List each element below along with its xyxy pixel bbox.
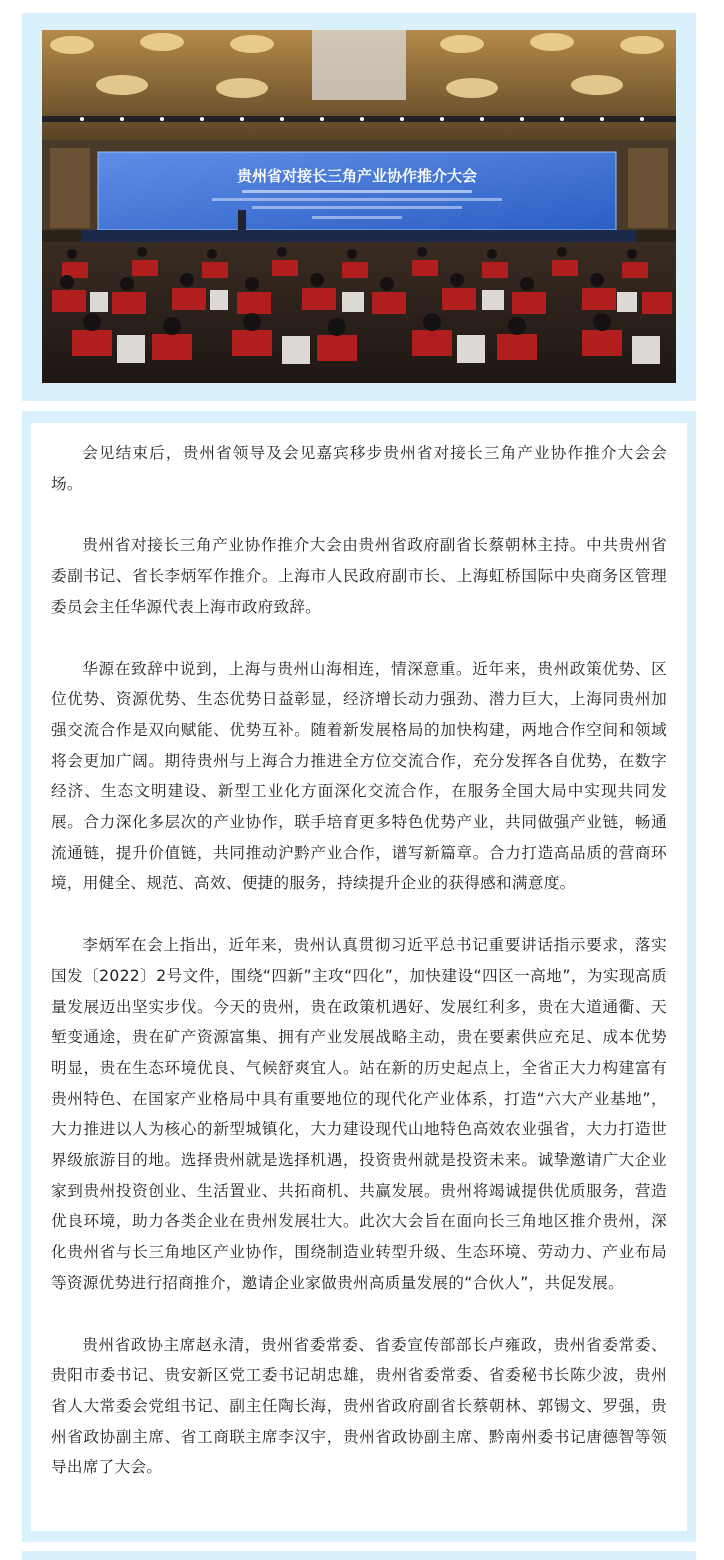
article-paragraph: 贵州省对接长三角产业协作推介大会由贵州省政府副省长蔡朝林主持。中共贵州省委副书记、省长李炳军作推介。上海市人民政府副市长、上海虹桥国际中央商务区管理委员会主任华源代表上海市政府致辞。 (51, 536, 667, 616)
article-paragraph: 会见结束后，贵州省领导及会见嘉宾移步贵州省对接长三角产业协作推介大会会场。 (51, 444, 667, 493)
article-body (31, 423, 687, 1531)
article-paragraph: 李炳军在会上指出，近年来，贵州认真贯彻习近平总书记重要讲话指示要求，落实国发〔2022〕2号文件，围绕“四新”主攻“四化”，加快建设“四区一高地”，为实现高质量发展迈出坚实步伐。今天的贵州，贵在政策机遇好、发展红利多，贵在大道通衢、天堑变通途，贵在矿产资源富集、拥有产业发展战略主动，贵在要素供应充足、成本优势明显，贵在生态环境优良、气候舒爽宜人。站在新的历史起点上，全省正大力构建富有贵州特色、在国家产业格局中具有重要地位的现代化产业体系，打造“六大产业基地”，大力推进以人为核心的新型城镇化，大力建设现代山地特色高效农业强省，大力打造世界级旅游目的地。选择贵州就是选择机遇，投资贵州就是投资未来。诚挚邀请广大企业家到贵州投资创业、生活置业、共拓商机、共赢发展。贵州将竭诚提供优质服务，营造优良环境，助力各类企业在贵州发展壮大。此次大会旨在面向长三角地区推介贵州，深化贵州省与长三角地区产业协作，围绕制造业转型升级、生态环境、劳动力、产业布局等资源优势进行招商推介，邀请企业家做贵州高质量发展的“合伙人”，共促发展。 (51, 936, 667, 1292)
article-paragraph: 贵州省政协主席赵永清，贵州省委常委、省委宣传部部长卢雍政，贵州省委常委、贵阳市委书记、贵安新区党工委书记胡忠雄，贵州省委常委、省委秘书长陈少波，贵州省人大常委会党组书记、副主任陶长海，贵州省政府副省长蔡朝林、郭锡文、罗强，贵州省政协副主席、省工商联主席李汉宇，贵州省政协副主席、黔南州委书记唐德智等领导出席了大会。 (51, 1335, 667, 1477)
next-frame-edge (22, 1551, 696, 1560)
banner-title: 贵州省对接长三角产业协作推介大会 (236, 167, 478, 185)
article-paragraph: 华源在致辞中说到，上海与贵州山海相连，情深意重。近年来，贵州政策优势、区位优势、资源优势、生态优势日益彰显，经济增长动力强劲、潜力巨大，上海同贵州加强交流合作是双向赋能、优势互补。随着新发展格局的加快构建，两地合作空间和领域将会更加广阔。期待贵州与上海合力推进全方位交流合作，充分发挥各自优势，在数字经济、生态文明建设、新型工业化方面深化交流合作，在服务全国大局中实现共同发展。合力深化多层次的产业协作，联手培育更多特色优势产业，共同做强产业链，畅通流通链，提升价值链，共同推动沪黔产业合作，谱写新篇章。合力打造高品质的营商环境，用健全、规范、高效、便捷的服务，持续提升企业的获得感和满意度。 (51, 659, 667, 893)
photo-frame (22, 13, 696, 401)
conference-photo (42, 30, 676, 383)
article-frame (22, 411, 696, 1542)
